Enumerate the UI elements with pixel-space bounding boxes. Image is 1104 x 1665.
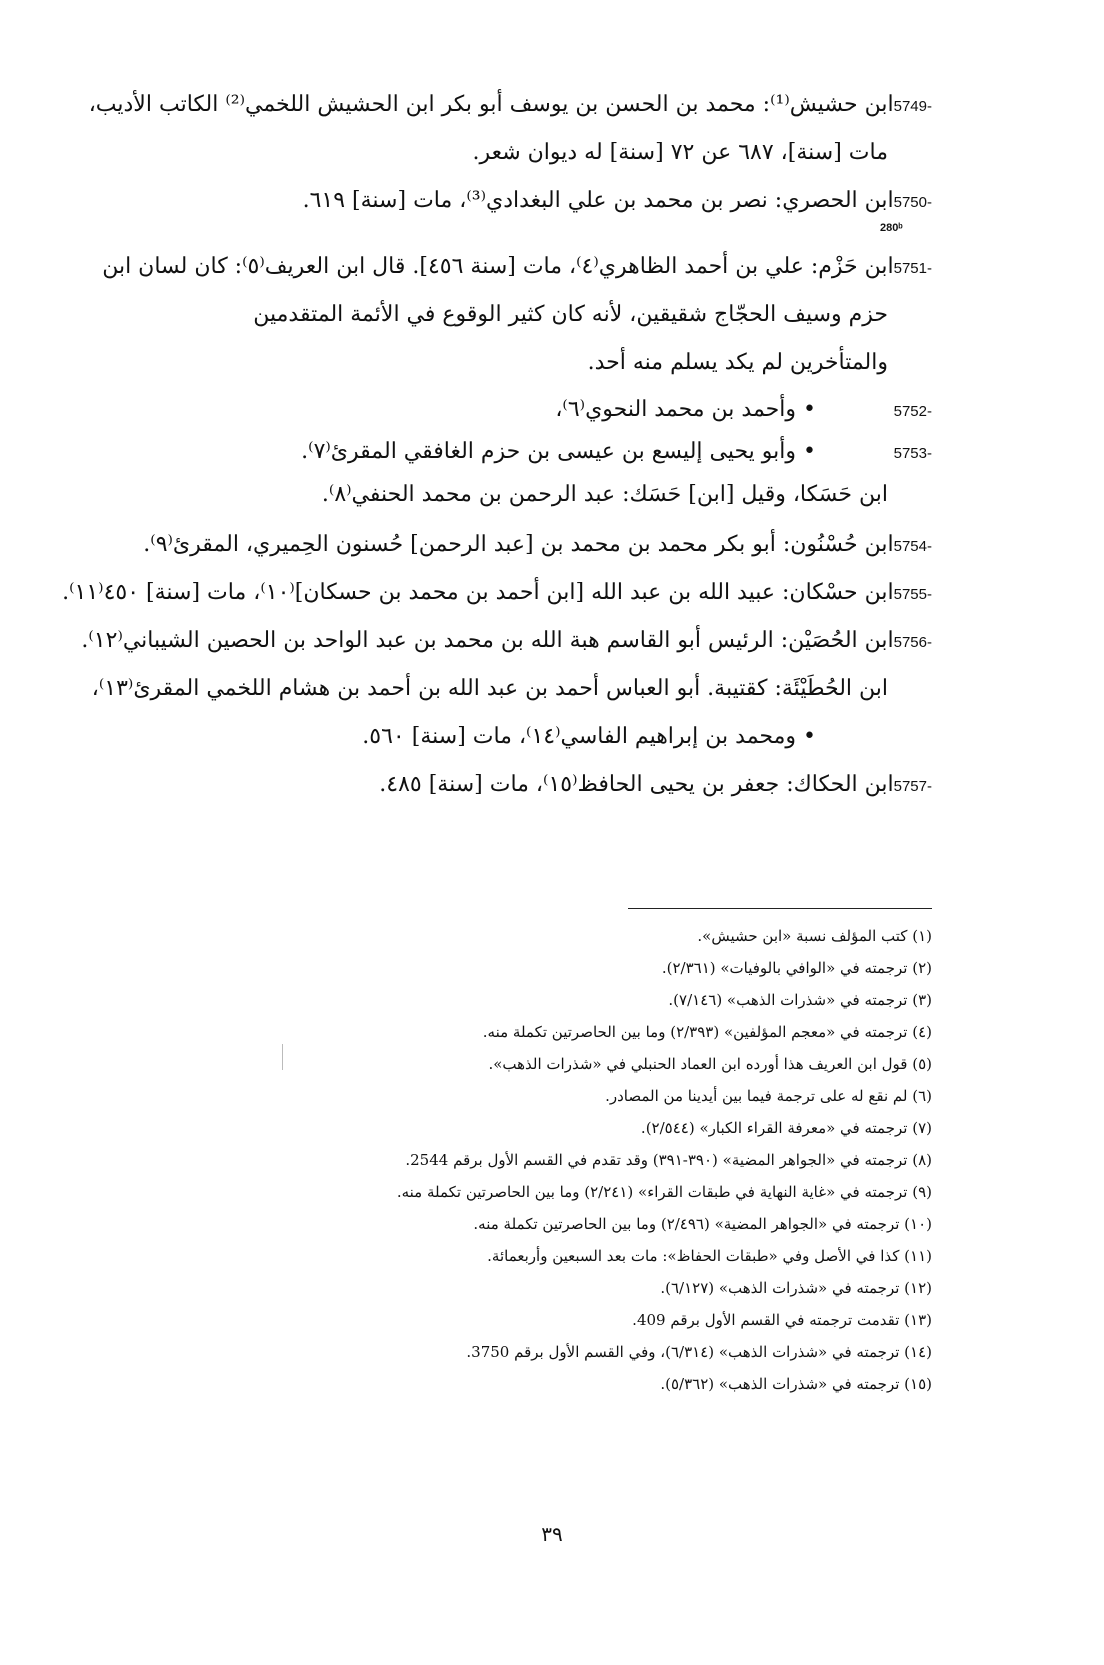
entry-number: 5753- xyxy=(893,445,932,462)
entry-line xyxy=(379,770,932,802)
entry-line xyxy=(472,138,888,168)
entry-text: • ومحمد بن إبراهيم الفاسي⁽١٤⁾، مات [سنة] ٥٦٠. xyxy=(362,724,816,749)
entry-line xyxy=(62,578,932,610)
entry-line xyxy=(89,90,932,122)
entry-text: ابن الحُطَيْئَة: كقتيبة. أبو العباس أحمد بن عبد الله بن أحمد بن هشام اللخمي المقرئ⁽١٣⁾، xyxy=(91,676,888,701)
entry-number: 5757- xyxy=(893,778,932,795)
entry-line xyxy=(143,530,932,562)
entry-text: والمتأخرين لم يكد يسلم منه أحد. xyxy=(587,350,888,375)
footnote: (٧) ترجمته في «معرفة القراء الكبار» (٢/٥٤٤). xyxy=(640,1119,932,1137)
entry-line xyxy=(588,348,888,378)
entry-text: • وأحمد بن محمد النحوي⁽٦⁾، xyxy=(555,397,816,422)
footnote: (١٠) ترجمته في «الجواهر المضية» (٢/٤٩٦) وما بين الحاصرتين تكملة منه. xyxy=(473,1215,932,1233)
entry-number: 5754- xyxy=(893,538,932,555)
footnote: (٢) ترجمته في «الوافي بالوفيات» (٢/٣٦١). xyxy=(661,959,932,977)
entry-text: ابن حُسْنُون: أبو بكر محمد بن محمد بن [عبد الرحمن] حُسنون الحِميري، المقرئ⁽٩⁾. xyxy=(143,532,894,557)
footnote: (٣) ترجمته في «شذرات الذهب» (٧/١٤٦). xyxy=(668,991,932,1009)
entry-line xyxy=(92,674,888,704)
entry-text: • وأبو يحيى إليسع بن عيسى بن حزم الغافقي المقرئ⁽٧⁾. xyxy=(301,439,816,464)
entry-text: ابن الحُصَيْن: الرئيس أبو القاسم هبة الله بن محمد بن عبد الواحد بن الحصين الشيباني⁽١٢⁾. xyxy=(81,628,894,653)
margin-folio-note: 280ᵇ xyxy=(880,222,903,234)
entry-number: 5756- xyxy=(893,634,932,651)
entry-line xyxy=(322,480,888,510)
page-number: ٣٩ xyxy=(541,1522,563,1546)
entry-text: ابن حشيش⁽¹⁾: محمد بن الحسن بن يوسف أبو بكر ابن الحشيش اللخمي⁽²⁾ الكاتب الأديب، xyxy=(88,92,894,117)
entry-text: ابن الحصري: نصر بن محمد بن علي البغدادي⁽³⁾، مات [سنة] ٦١٩. xyxy=(302,188,894,213)
entry-text: ابن حَسَكا، وقيل [ابن] حَسَك: عبد الرحمن بن محمد الحنفي⁽٨⁾. xyxy=(321,482,888,507)
entry-number: 5749- xyxy=(893,98,932,115)
entry-text: مات [سنة]، ٦٨٧ عن ٧٢ [سنة] له ديوان شعر. xyxy=(472,140,888,165)
footnote: (١٤) ترجمته في «شذرات الذهب» (٦/٣١٤)، وفي القسم الأول برقم 3750. xyxy=(466,1343,932,1361)
footnote: (١٢) ترجمته في «شذرات الذهب» (٦/١٢٧). xyxy=(660,1279,932,1297)
entry-line xyxy=(81,626,932,658)
entry-line xyxy=(303,186,932,218)
entry-text: حزم وسيف الحجّاج شقيقين، لأنه كان كثير الوقوع في الأئمة المتقدمين xyxy=(253,302,888,327)
footnote: (٦) لم نقع له على ترجمة فيما بين أيدينا من المصادر. xyxy=(605,1087,932,1105)
entry-line xyxy=(301,437,932,469)
footnote: (١٥) ترجمته في «شذرات الذهب» (٥/٣٦٢). xyxy=(660,1375,932,1393)
entry-number: 5751- xyxy=(893,260,932,277)
entry-text: ابن الحكاك: جعفر بن يحيى الحافظ⁽١٥⁾، مات [سنة] ٤٨٥. xyxy=(379,772,894,797)
entry-text: ابن حسْكان: عبيد الله بن عبد الله [ابن أحمد بن محمد بن حسكان]⁽١٠⁾، مات [سنة] ٤٥٠⁽١١⁾. xyxy=(62,580,894,605)
footnote: (٤) ترجمته في «معجم المؤلفين» (٢/٣٩٣) وما بين الحاصرتين تكملة منه. xyxy=(482,1023,932,1041)
footnote: (٨) ترجمته في «الجواهر المضية» (٣٩٠-٣٩١) وقد تقدم في القسم الأول برقم 2544. xyxy=(405,1151,932,1169)
entry-text: ابن حَزْم: علي بن أحمد الظاهري⁽٤⁾، مات [سنة ٤٥٦]. قال ابن العريف⁽٥⁾: كان لسان ابن xyxy=(102,254,894,279)
footnote-separator xyxy=(628,908,932,909)
entry-line xyxy=(253,300,888,330)
entry-line xyxy=(362,722,816,752)
entry-line xyxy=(555,395,932,427)
entry-line xyxy=(102,252,932,284)
footnote: (١٣) تقدمت ترجمته في القسم الأول برقم 409. xyxy=(632,1311,932,1329)
footnote: (٩) ترجمته في «غاية النهاية في طبقات القراء» (٢/٢٤١) وما بين الحاصرتين تكملة منه. xyxy=(396,1183,932,1201)
footnote: (١) كتب المؤلف نسبة «ابن حشيش». xyxy=(697,927,932,945)
entry-number: 5750- xyxy=(893,194,932,211)
entry-number: 5752- xyxy=(893,403,932,420)
footnote: (١١) كذا في الأصل وفي «طبقات الحفاظ»: مات بعد السبعين وأربعمائة. xyxy=(487,1247,932,1265)
margin-mark xyxy=(282,1044,283,1070)
footnote: (٥) قول ابن العريف هذا أورده ابن العماد الحنبلي في «شذرات الذهب». xyxy=(488,1055,932,1073)
entry-number: 5755- xyxy=(893,586,932,603)
